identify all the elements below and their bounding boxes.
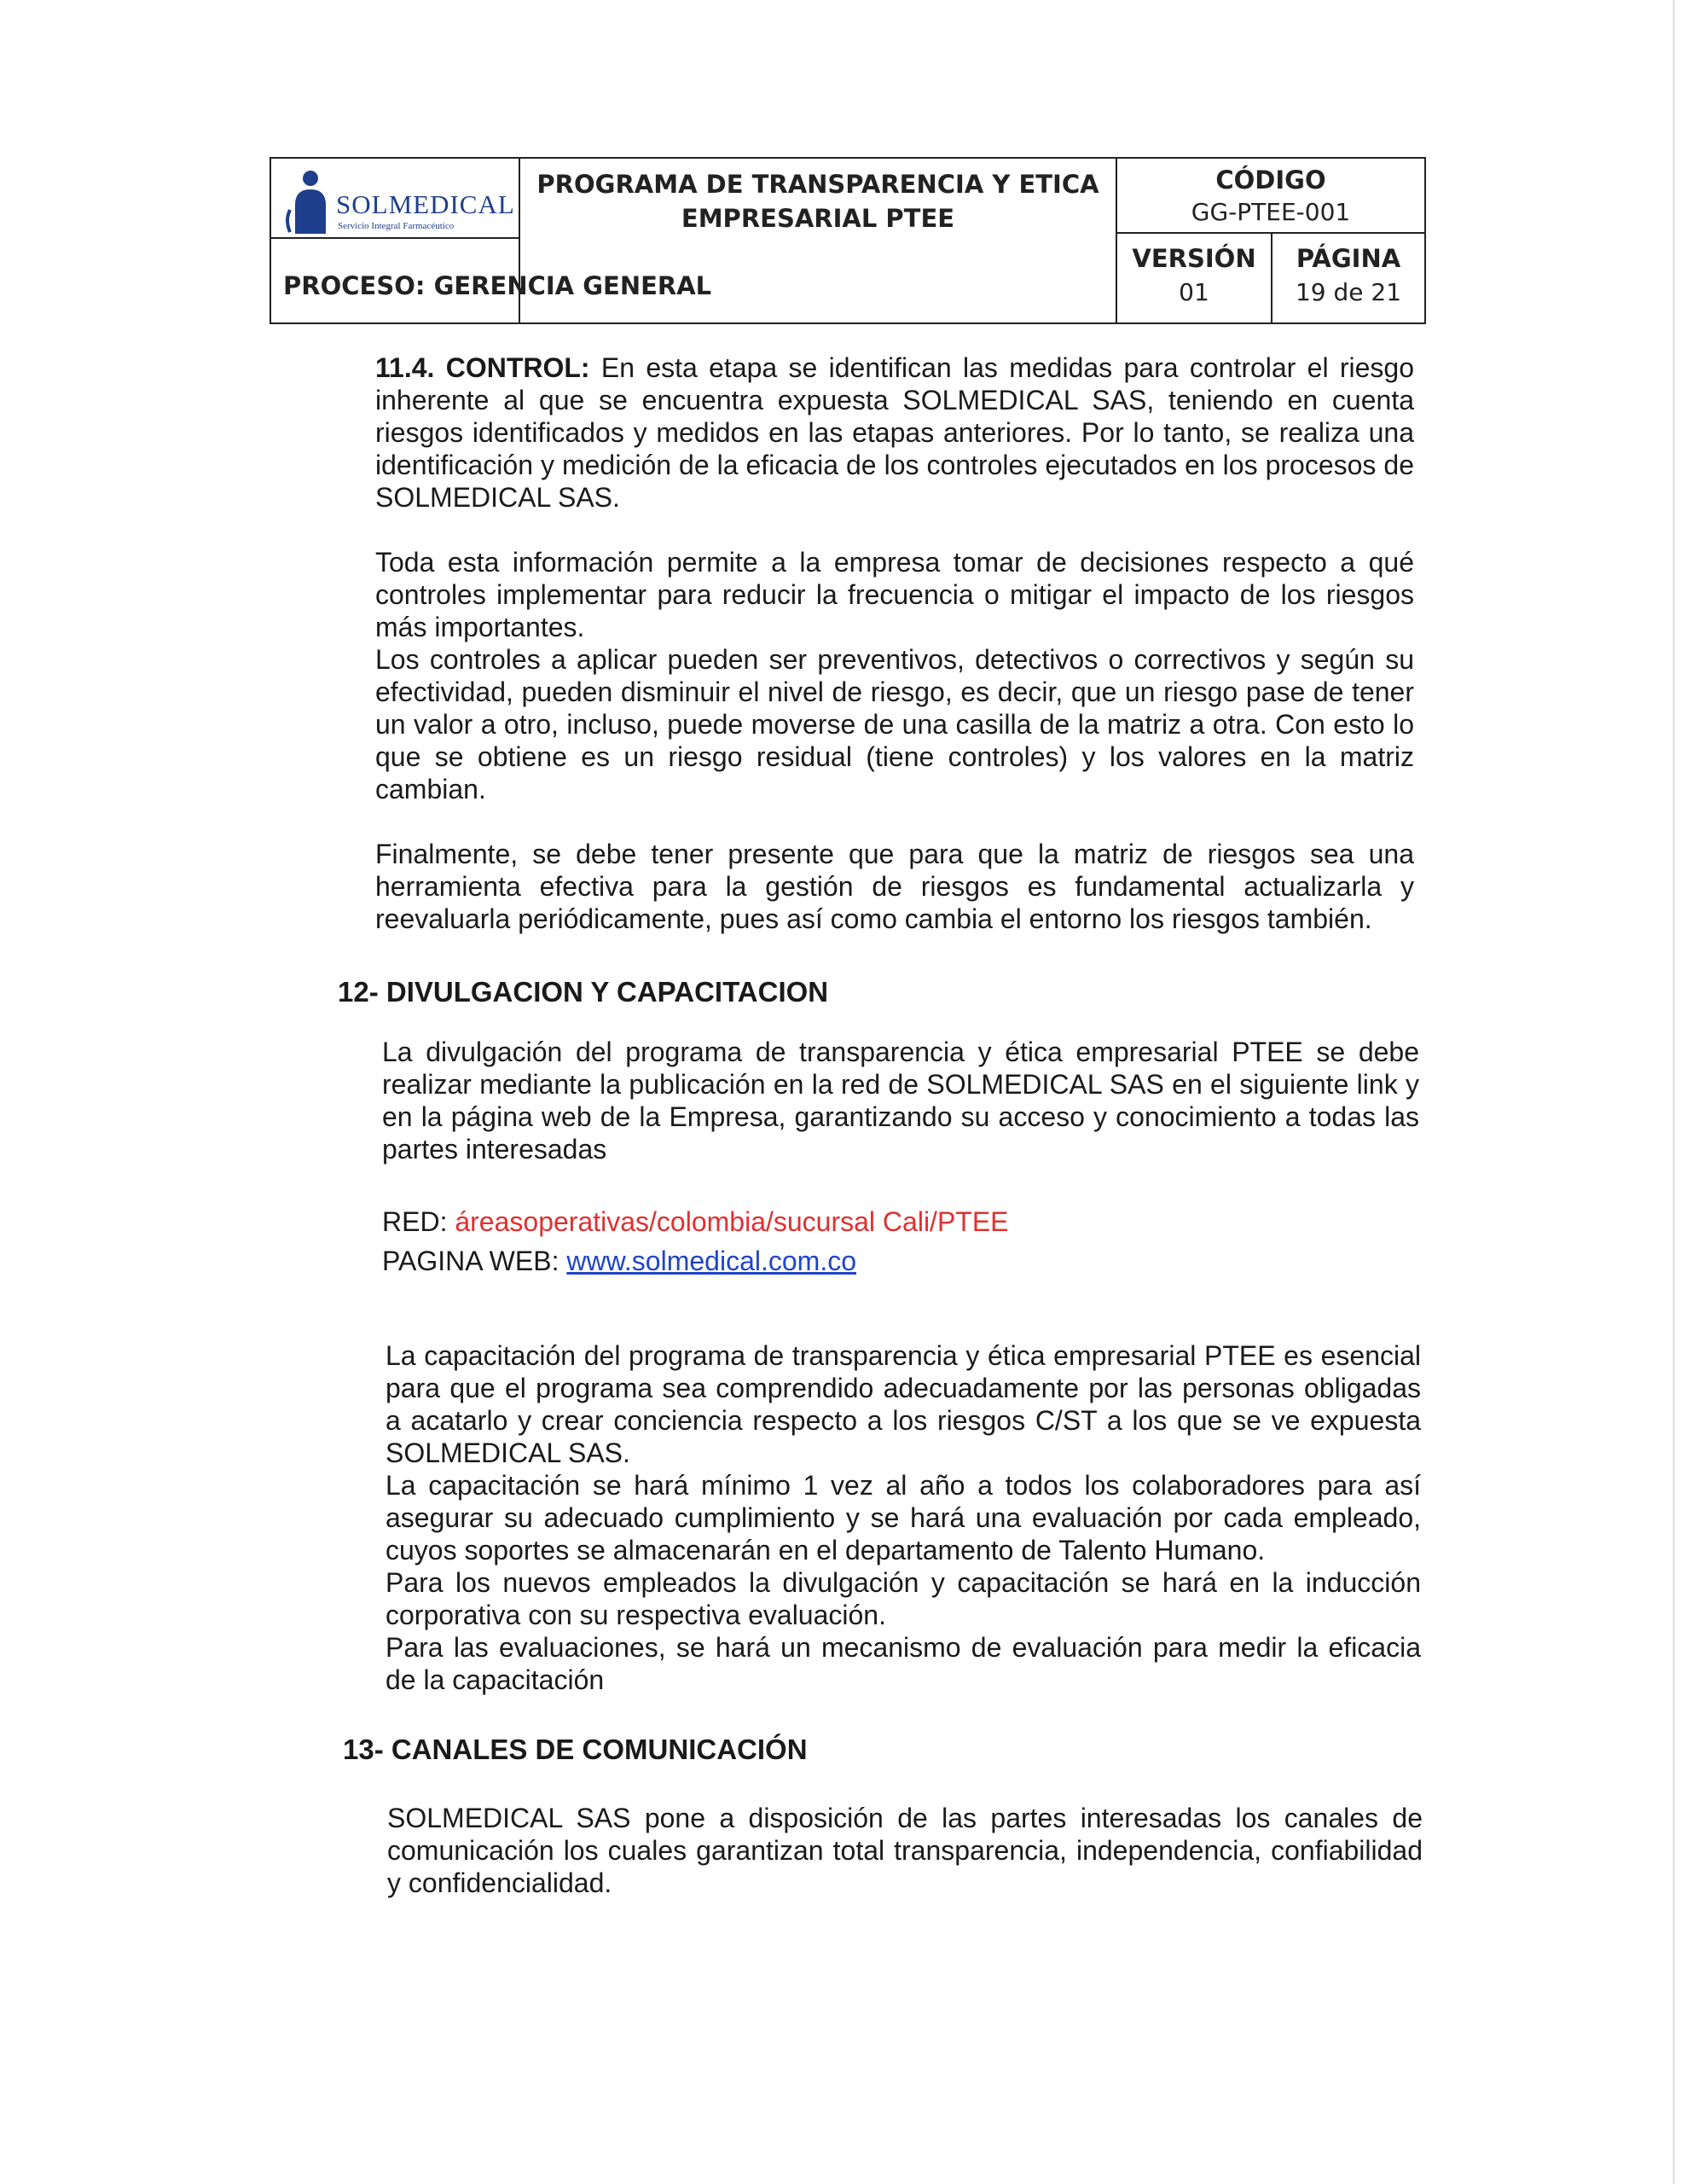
section-11-4 <box>375 351 1414 935</box>
version-value: 01 <box>1179 278 1209 306</box>
title-line-1: PROGRAMA DE TRANSPARENCIA Y ETICA <box>536 170 1099 199</box>
capacitacion-paragraph-3: Para los nuevos empleados la divulgación y capacitación se hará en la inducción corporativa con su respectiva evaluación. <box>386 1567 1421 1630</box>
section-12-capacitacion <box>386 1339 1421 1696</box>
red-line <box>382 1206 1009 1238</box>
section-12-heading: 12- DIVULGACION Y CAPACITACION <box>338 976 829 1008</box>
web-link[interactable]: www.solmedical.com.co <box>566 1246 856 1276</box>
capacitacion-paragraph-1: La capacitación del programa de transparencia y ética empresarial PTEE es esencial para que el programa sea comprendido adecuadamente por las personas obligadas a acatarlo y crear conciencia respecto a los riesgos C/ST a los que se ve expuesta SOLMEDICAL SAS. <box>386 1340 1421 1468</box>
control-text: En esta etapa se identifican las medidas para controlar el riesgo inherente al que se encuentra expuesta SOLMEDICAL SAS, teniendo en cuenta riesgos identificados y medidos en las etapas anteriores. Por lo tanto, se realiza una identificación y medición de la eficacia de los controles ejecutados en los procesos de SOLMEDICAL SAS. <box>375 352 1415 513</box>
red-label: RED: <box>382 1206 448 1237</box>
page-edge <box>1673 0 1675 2184</box>
logo-company-name: SOLMEDICAL <box>336 189 515 219</box>
capacitacion-paragraph-4: Para las evaluaciones, se hará un mecanismo de evaluación para medir la eficacia de la capacitación <box>386 1632 1421 1695</box>
section-13-heading: 13- CANALES DE COMUNICACIÓN <box>343 1734 808 1765</box>
control-lead: 11.4. CONTROL: <box>375 352 590 383</box>
logo-tagline: Servicio Integral Farmacéutico <box>338 221 455 231</box>
pagina-label: PÁGINA <box>1296 244 1401 273</box>
codigo-value: GG-PTEE-001 <box>1191 198 1351 226</box>
capacitacion-paragraph-2: La capacitación se hará mínimo 1 vez al año a todos los colaboradores para así asegurar su adecuado cumplimiento y se hará una evaluación por cada empleado, cuyos soportes se almacenarán en el departamento de Talento Humano. <box>386 1470 1421 1565</box>
control-paragraph <box>375 351 1414 514</box>
web-label: PAGINA WEB: <box>382 1246 559 1276</box>
document-header <box>270 157 1426 324</box>
logo-figure-icon <box>283 169 334 234</box>
control-paragraph-4: Finalmente, se debe tener presente que para que la matriz de riesgos sea una herramienta efectiva para la gestión de riesgos es fundamental actualizarla y reevaluarla periódicamente, pues así como cambia el entorno los riesgos también. <box>375 839 1414 934</box>
section-12-divulgacion: La divulgación del programa de transparencia y ética empresarial PTEE se debe realizar mediante la publicación en la red de SOLMEDICAL SAS en el siguiente link y en la página web de la Empresa, garantizando su acceso y conocimiento a todas las partes interesadas <box>382 1037 1419 1165</box>
control-paragraph-2: Toda esta información permite a la empresa tomar de decisiones respecto a qué controles implementar para reducir la frecuencia o mitigar el impacto de los riesgos más importantes. <box>375 547 1414 642</box>
title-line-2: EMPRESARIAL PTEE <box>681 204 955 233</box>
web-line <box>382 1246 856 1277</box>
document-title <box>524 167 1112 235</box>
company-logo <box>271 159 519 239</box>
pagina-value: 19 de 21 <box>1295 278 1402 306</box>
red-path: áreasoperativas/colombia/sucursal Cali/PTEE <box>455 1206 1009 1237</box>
control-paragraph-3: Los controles a aplicar pueden ser preventivos, detectivos o correctivos y según su efectividad, pueden disminuir el nivel de riesgo, es decir, que un riesgo pase de tener un valor a otro, incluso, puede moverse de una casilla de la matriz a otra. Con esto lo que se obtiene es un riesgo residual (tiene controles) y los valores en la matriz cambian. <box>375 644 1414 804</box>
codigo-label: CÓDIGO <box>1215 166 1326 195</box>
version-label: VERSIÓN <box>1132 244 1256 273</box>
proceso-label: PROCESO: GERENCIA GENERAL <box>283 271 712 300</box>
section-13-text: SOLMEDICAL SAS pone a disposición de las partes interesadas los canales de comunicación los cuales garantizan total transparencia, independencia, confiabilidad y confidencialidad. <box>387 1803 1423 1898</box>
